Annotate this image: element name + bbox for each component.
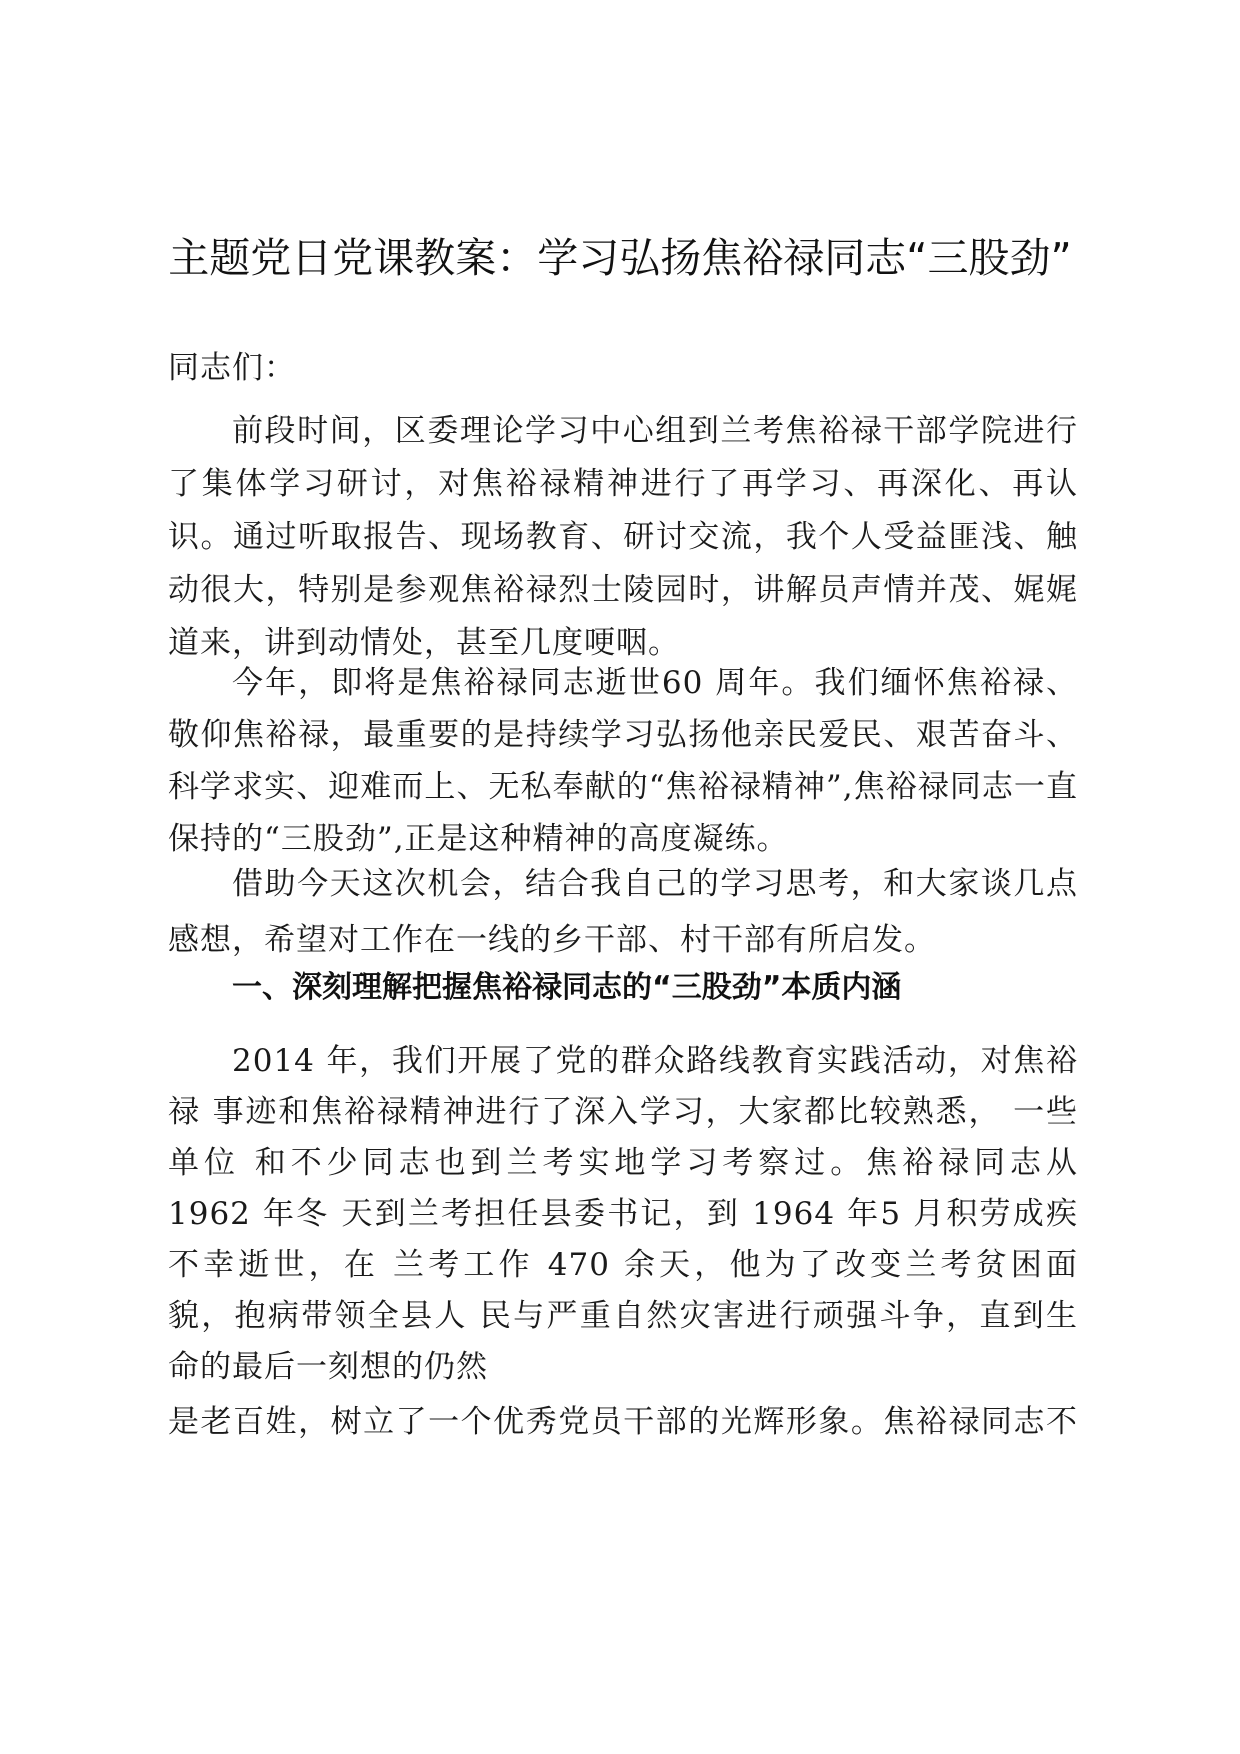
- text-line: 命的最后一刻想的仍然: [168, 1349, 488, 1385]
- text-line: 是老百姓，树立了一个优秀党员干部的光辉形象。焦裕禄同志不: [168, 1404, 1078, 1440]
- text-line: 不幸逝世，在 兰考工作 470 余天，他为了改变兰考贫困面: [168, 1247, 1078, 1283]
- text-line: 禄 事迹和焦裕禄精神进行了深入学习，大家都比较熟悉， 一些: [168, 1094, 1078, 1130]
- document-title: 主题党日党课教案：学习弘扬焦裕禄同志“三股劲”: [168, 234, 1072, 283]
- text-line: 2014 年，我们开展了党的群众路线教育实践活动，对焦裕: [232, 1043, 1078, 1079]
- text-line: 单位 和不少同志也到兰考实地学习考察过。焦裕禄同志从: [168, 1145, 1078, 1181]
- text-line: 1962 年冬 天到兰考担任县委书记，到 1964 年5 月积劳成疾: [168, 1196, 1078, 1232]
- salutation: 同志们：: [168, 350, 296, 386]
- paragraph: 今年，即将是焦裕禄同志逝世60 周年。我们缅怀焦裕禄、敬仰焦裕禄，最重要的是持续学习弘扬他亲民爱民、艰苦奋斗、科学求实、迎难而上、无私奉献的“焦裕禄精神”,焦裕禄同志一直保持的“三股劲”,正是这种精神的高度凝练。: [168, 665, 1078, 857]
- paragraph: 前段时间，区委理论学习中心组到兰考焦裕禄干部学院进行了集体学习研讨，对焦裕禄精神进行了再学习、再深化、再认识。通过听取报告、现场教育、研讨交流，我个人受益匪浅、触动很大，特别是参观焦裕禄烈士陵园时，讲解员声情并茂、娓娓道来，讲到动情处，甚至几度哽咽。: [168, 413, 1078, 661]
- paragraph: 借助今天这次机会，结合我自己的学习思考，和大家谈几点感想，希望对工作在一线的乡干部、村干部有所启发。: [168, 866, 1078, 958]
- section-body: [168, 1036, 1078, 1448]
- section-heading: 一、深刻理解把握焦裕禄同志的“三股劲”本质内涵: [232, 970, 902, 1005]
- text-line: 貌，抱病带领全县人 民与严重自然灾害进行顽强斗争，直到生: [168, 1298, 1078, 1334]
